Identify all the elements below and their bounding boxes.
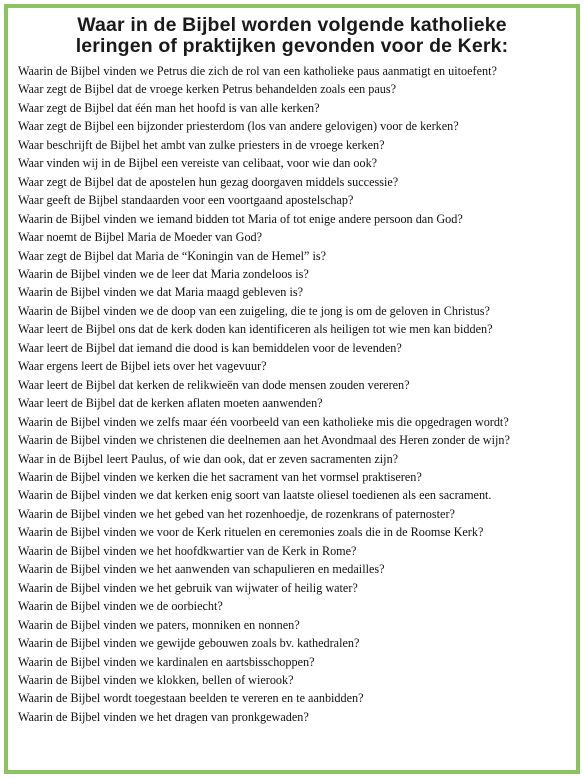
question-item: Waar leert de Bijbel dat iemand die dood is kan bemiddelen voor de levenden? <box>18 340 402 355</box>
question-item: Waar zegt de Bijbel dat één man het hoofd is van alle kerken? <box>18 100 320 115</box>
question-item: Waar noemt de Bijbel Maria de Moeder van God? <box>18 230 263 245</box>
question-item: Waarin de Bijbel vinden we paters, monniken en nonnen? <box>18 617 300 632</box>
question-item: Waar zegt de Bijbel dat Maria de “Koningin van de Hemel” is? <box>18 248 326 263</box>
page-title-line-2: leringen of praktijken gevonden voor de Kerk: <box>75 35 509 57</box>
question-item: Waar leert de Bijbel dat de kerken aflaten moeten aanwenden? <box>18 396 323 411</box>
question-item: Waarin de Bijbel vinden we klokken, bellen of wierook? <box>18 672 294 687</box>
question-item: Waar zegt de Bijbel een bijzonder priesterdom (los van andere gelovigen) voor de kerken? <box>18 119 459 134</box>
question-list <box>18 62 576 726</box>
question-item: Waarin de Bijbel vinden we het dragen van pronkgewaden? <box>18 709 309 724</box>
question-item: Waarin de Bijbel vinden we Petrus die zich de rol van een katholieke paus aanmatigt en uitoefent? <box>18 64 497 78</box>
question-item: Waar beschrijft de Bijbel het ambt van zulke priesters in de vroege kerken? <box>18 137 385 152</box>
question-item: Waarin de Bijbel vinden we voor de Kerk rituelen en ceremonies zoals die in de Roomse Kerk? <box>18 525 484 540</box>
question-item: Waar zegt de Bijbel dat de vroege kerken Petrus behandelden zoals een paus? <box>18 82 397 97</box>
question-item: Waar zegt de Bijbel dat de apostelen hun gezag doorgaven middels successie? <box>18 174 399 189</box>
question-item: Waar leert de Bijbel ons dat de kerk doden kan identificeren als heiligen tot wie men kan bidden? <box>18 322 493 337</box>
question-item: Waarin de Bijbel vinden we dat Maria maagd gebleven is? <box>18 285 303 300</box>
question-item: Waarin de Bijbel vinden we het gebruik van wijwater of heilig water? <box>18 580 358 595</box>
question-item: Waar leert de Bijbel dat kerken de relikwieën van dode mensen zouden vereren? <box>18 377 410 392</box>
question-item: Waar geeft de Bijbel standaarden voor een voortgaand apostelschap? <box>18 193 354 208</box>
question-item: Waarin de Bijbel vinden we kardinalen en aartsbisschoppen? <box>18 654 315 669</box>
question-item: Waar ergens leert de Bijbel iets over het vagevuur? <box>18 359 267 374</box>
question-item: Waarin de Bijbel vinden we christenen die deelnemen aan het Avondmaal des Heren zonder de wijn? <box>18 433 510 448</box>
question-item: Waarin de Bijbel vinden we dat kerken enig soort van laatste oliesel toedienen als een sacrament. <box>18 488 492 503</box>
question-item: Waarin de Bijbel vinden we het hoofdkwartier van de Kerk in Rome? <box>18 543 357 558</box>
document-frame <box>4 4 580 774</box>
question-item: Waarin de Bijbel vinden we kerken die het sacrament van het vormsel praktiseren? <box>18 469 422 484</box>
question-item: Waarin de Bijbel vinden we gewijde gebouwen zoals bv. kathedralen? <box>18 636 360 651</box>
question-item: Waarin de Bijbel vinden we de doop van een zuigeling, die te jong is om de geloven in Christus? <box>18 303 490 318</box>
page-title <box>14 15 570 57</box>
question-item: Waar vinden wij in de Bijbel een vereiste van celibaat, voor wie dan ook? <box>18 156 378 171</box>
question-item: Waarin de Bijbel vinden we de oorbiecht? <box>18 599 223 614</box>
question-item: Waarin de Bijbel vinden we het aanwenden van schapulieren en medailles? <box>18 562 385 577</box>
question-item: Waarin de Bijbel vinden we zelfs maar één voorbeeld van een katholieke mis die opgedragen wordt? <box>18 414 509 429</box>
page-title-line-1: Waar in de Bijbel worden volgende katholieke <box>77 14 507 36</box>
question-item: Waarin de Bijbel wordt toegestaan beelden te vereren en te aanbidden? <box>18 691 364 706</box>
question-item: Waarin de Bijbel vinden we het gebed van het rozenhoedje, de rozenkrans of paternoster? <box>18 506 455 521</box>
question-item: Waarin de Bijbel vinden we iemand bidden tot Maria of tot enige andere persoon dan God? <box>18 211 463 226</box>
question-item: Waar in de Bijbel leert Paulus, of wie dan ook, dat er zeven sacramenten zijn? <box>18 451 399 466</box>
question-item: Waarin de Bijbel vinden we de leer dat Maria zondeloos is? <box>18 266 309 281</box>
